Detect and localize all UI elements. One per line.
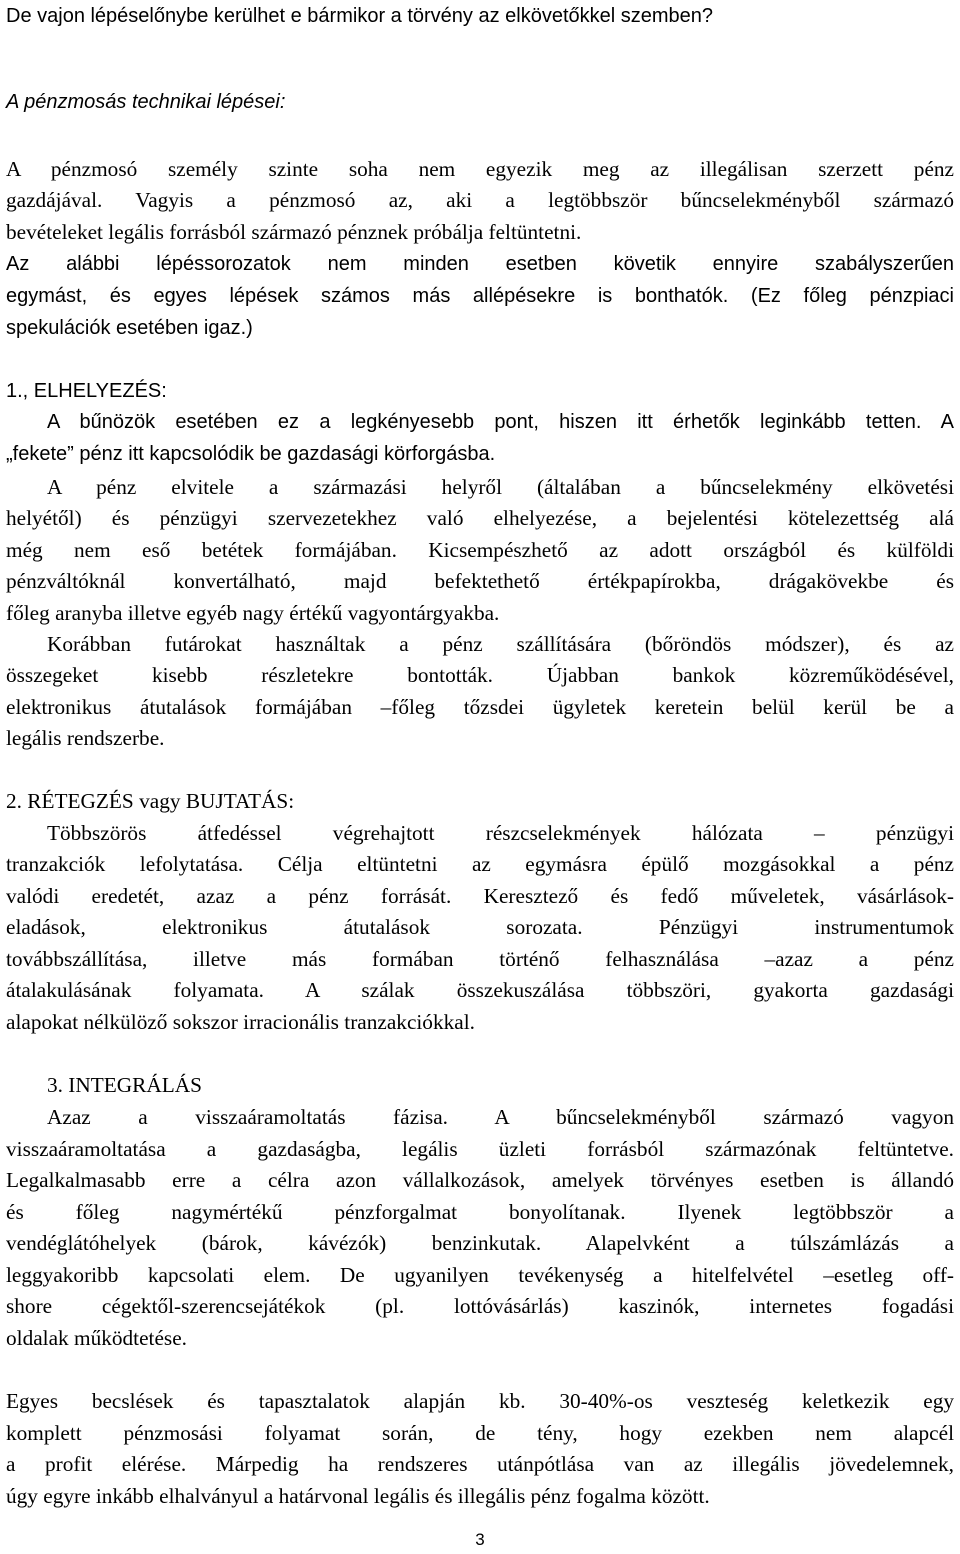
section-line: Korábban futárokat használtak a pénz szállítására (bőröndös módszer), és az	[47, 632, 954, 656]
closing-line: Egyes becslések és tapasztalatok alapján kb. 30-40%-os veszteség keletkezik egy	[6, 1389, 954, 1413]
section-heading-placement: 1., ELHELYEZÉS:	[6, 380, 167, 402]
section-line: legális rendszerbe.	[6, 726, 165, 750]
paragraph-line: Az alábbi lépéssorozatok nem minden esetben követik ennyire szabályszerűen	[6, 253, 954, 275]
section-line: összegeket kisebb részletekre bontották. Újabban bankok közreműködésével,	[6, 663, 954, 687]
section-heading-integration: 3. INTEGRÁLÁS	[47, 1073, 202, 1097]
section-line: átalakulásának folyamata. A szálak összekuszálása többszöri, gyakorta gazdasági	[6, 978, 954, 1002]
section-line: alapokat nélkülöző sokszor irracionális tranzakciókkal.	[6, 1010, 475, 1034]
paragraph-line: bevételeket legális forrásból származó pénznek próbálja feltüntetni.	[6, 220, 582, 244]
section-line: főleg aranyba illetve egyéb nagy értékű vagyontárgyakba.	[6, 601, 500, 625]
section-line: pénzváltóknál konvertálható, majd befektethető értékpapírokba, drágakövekbe és	[6, 569, 954, 593]
section-line: tranzakciók lefolytatása. Célja eltüntetni az egymásra épülő mozgásokkal a pénz	[6, 852, 954, 876]
section-line: elektronikus átutalások formájában –főleg tőzsdei ügyletek keretein belül kerül be a	[6, 695, 954, 719]
section-line: Azaz a visszaáramoltatás fázisa. A bűncselekményből származó vagyon	[47, 1105, 954, 1129]
paragraph-line: egymást, és egyes lépések számos más allépésekre is bonthatók. (Ez főleg pénzpiaci	[6, 285, 954, 307]
closing-line: komplett pénzmosási folyamat során, de tény, hogy ezekben nem alapcél	[6, 1421, 954, 1445]
section-line: továbbszállítása, illetve más formában történő felhasználása –azaz a pénz	[6, 947, 954, 971]
techniques-heading: A pénzmosás technikai lépései:	[6, 91, 286, 113]
section-line: vendéglátóhelyek (bárok, kávézók) benzinkutak. Alapelvként a túlszámlázás a	[6, 1231, 954, 1255]
section-line: „fekete” pénz itt kapcsolódik be gazdasági körforgásba.	[6, 443, 496, 465]
intro-question: De vajon lépéselőnybe kerülhet e bármikor a törvény az elkövetőkkel szemben?	[6, 5, 714, 27]
section-line: A bűnözök esetében ez a legkényesebb pont, hiszen itt érhetők leginkább tetten. A	[47, 411, 954, 433]
section-line: és főleg nagymértékű pénzforgalmat bonyolítanak. Ilyenek legtöbbször a	[6, 1200, 954, 1224]
section-line: oldalak működtetése.	[6, 1326, 187, 1350]
section-line: még nem eső betétek formájában. Kicsempészhető az adott országból és külföldi	[6, 538, 954, 562]
section-line: visszaáramoltatása a gazdaságba, legális üzleti forrásból származónak feltüntetve.	[6, 1137, 954, 1161]
paragraph-line: spekulációk esetében igaz.)	[6, 317, 253, 339]
section-line: helyétől) és pénzügyi szervezetekhez való elhelyezése, a bejelentési kötelezettség alá	[6, 506, 954, 530]
section-heading-layering: 2. RÉTEGZÉS vagy BUJTATÁS:	[6, 789, 295, 813]
section-line: shore cégektől-szerencsejátékok (pl. lottóvásárlás) kaszinók, internetes fogadási	[6, 1294, 954, 1318]
closing-line: a profit elérése. Márpedig ha rendszeres utánpótlása van az illegális jövedelemnek,	[6, 1452, 954, 1476]
section-line: valódi eredetét, azaz a pénz forrását. Keresztező és fedő műveletek, vásárlások-	[6, 884, 954, 908]
section-line: leggyakoribb kapcsolati elem. De ugyanilyen tevékenység a hitelfelvétel –esetleg off-	[6, 1263, 954, 1287]
closing-line: úgy egyre inkább elhalványul a határvonal legális és illegális pénz fogalma között.	[6, 1484, 710, 1508]
section-line: A pénz elvitele a származási helyről (általában a bűncselekmény elkövetési	[47, 475, 954, 499]
paragraph-line: gazdájával. Vagyis a pénzmosó az, aki a legtöbbször bűncselekményből származó	[6, 188, 954, 212]
section-line: Többszörös átfedéssel végrehajtott részcselekmények hálózata – pénzügyi	[47, 821, 954, 845]
section-line: eladások, elektronikus átutalások sorozata. Pénzügyi instrumentumok	[6, 915, 954, 939]
paragraph-line: A pénzmosó személy szinte soha nem egyezik meg az illegálisan szerzett pénz	[6, 157, 954, 181]
page-number: 3	[475, 1530, 485, 1549]
section-line: Legalkalmasabb erre a célra azon vállalkozások, amelyek törvényes esetben is állandó	[6, 1168, 954, 1192]
